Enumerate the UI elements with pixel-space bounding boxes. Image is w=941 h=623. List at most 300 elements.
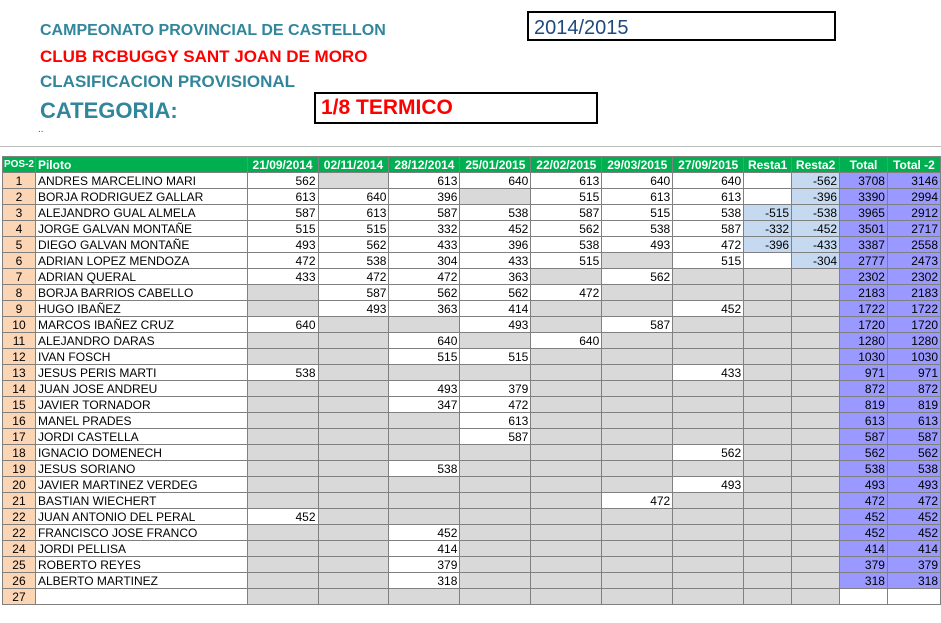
total2-cell: 379 — [887, 557, 940, 573]
total-cell: 587 — [840, 429, 888, 445]
score-cell — [318, 397, 389, 413]
pilot-name-cell: IVAN FOSCH — [35, 349, 247, 365]
column-header[interactable]: Total -2 — [887, 157, 940, 173]
score-cell: 515 — [247, 221, 318, 237]
table-row[interactable] — [3, 413, 941, 429]
score-cell: 472 — [602, 493, 673, 509]
position-cell: 1 — [3, 173, 36, 189]
score-cell — [531, 573, 602, 589]
pilot-name-cell: JAVIER TORNADOR — [35, 397, 247, 413]
score-cell: 640 — [460, 173, 531, 189]
resta1-cell: -515 — [744, 205, 792, 221]
total-cell: 1280 — [840, 333, 888, 349]
column-header[interactable]: Resta1 — [744, 157, 792, 173]
table-row[interactable] — [3, 301, 941, 317]
score-cell: 347 — [389, 397, 460, 413]
score-cell — [389, 493, 460, 509]
resta1-cell — [744, 509, 792, 525]
pilot-name-cell: MARCOS IBAÑEZ CRUZ — [35, 317, 247, 333]
score-cell: 538 — [602, 221, 673, 237]
score-cell — [247, 349, 318, 365]
score-cell: 613 — [460, 413, 531, 429]
score-cell: 562 — [460, 285, 531, 301]
column-header[interactable]: POS-2 — [3, 157, 36, 173]
position-cell: 22 — [3, 509, 36, 525]
score-cell — [460, 541, 531, 557]
total2-cell: 819 — [887, 397, 940, 413]
score-cell — [247, 493, 318, 509]
score-cell: 379 — [389, 557, 460, 573]
score-cell — [602, 445, 673, 461]
pilot-name-cell: FRANCISCO JOSE FRANCO — [35, 525, 247, 541]
score-cell: 587 — [460, 429, 531, 445]
table-row[interactable] — [3, 493, 941, 509]
score-cell: 472 — [673, 237, 744, 253]
position-cell: 2 — [3, 189, 36, 205]
resta1-cell — [744, 285, 792, 301]
score-cell — [602, 557, 673, 573]
score-cell: 562 — [673, 445, 744, 461]
position-cell: 25 — [3, 557, 36, 573]
score-cell — [247, 573, 318, 589]
position-cell: 4 — [3, 221, 36, 237]
total2-cell: 1722 — [887, 301, 940, 317]
table-row[interactable] — [3, 221, 941, 237]
total-cell: 872 — [840, 381, 888, 397]
score-cell — [673, 589, 744, 605]
score-cell — [531, 461, 602, 477]
pilot-name-cell: JAVIER MARTINEZ VERDEG — [35, 477, 247, 493]
table-row[interactable] — [3, 589, 941, 605]
pilot-name-cell: ADRIAN LOPEZ MENDOZA — [35, 253, 247, 269]
resta2-cell — [792, 413, 840, 429]
column-header[interactable]: 22/02/2015 — [531, 157, 602, 173]
resta2-cell — [792, 589, 840, 605]
score-cell — [673, 541, 744, 557]
position-cell: 12 — [3, 349, 36, 365]
score-cell: 515 — [673, 253, 744, 269]
pilot-name-cell — [35, 589, 247, 605]
total2-cell: 538 — [887, 461, 940, 477]
position-cell: 27 — [3, 589, 36, 605]
table-row[interactable] — [3, 573, 941, 589]
score-cell — [318, 173, 389, 189]
table-row[interactable] — [3, 429, 941, 445]
score-cell: 538 — [318, 253, 389, 269]
column-header[interactable]: 29/03/2015 — [602, 157, 673, 173]
score-cell — [531, 269, 602, 285]
score-cell — [318, 477, 389, 493]
position-cell: 26 — [3, 573, 36, 589]
score-cell — [602, 477, 673, 493]
resta1-cell — [744, 349, 792, 365]
score-cell: 304 — [389, 253, 460, 269]
total-cell: 3965 — [840, 205, 888, 221]
score-cell — [460, 477, 531, 493]
resta1-cell — [744, 381, 792, 397]
pilot-name-cell: JESUS SORIANO — [35, 461, 247, 477]
score-cell: 493 — [247, 237, 318, 253]
score-cell: 472 — [531, 285, 602, 301]
score-cell: 613 — [531, 173, 602, 189]
score-cell — [673, 333, 744, 349]
score-cell — [247, 541, 318, 557]
score-cell — [247, 445, 318, 461]
column-header[interactable]: 27/09/2015 — [673, 157, 744, 173]
position-cell: 14 — [3, 381, 36, 397]
table-row[interactable] — [3, 173, 941, 189]
score-cell — [531, 589, 602, 605]
position-cell: 21 — [3, 493, 36, 509]
total-cell: 1030 — [840, 349, 888, 365]
pilot-name-cell: ADRIAN QUERAL — [35, 269, 247, 285]
resta2-cell — [792, 333, 840, 349]
total2-cell: 872 — [887, 381, 940, 397]
season-box[interactable]: 2014/2015 — [527, 11, 836, 41]
table-row[interactable] — [3, 269, 941, 285]
position-cell: 8 — [3, 285, 36, 301]
column-header[interactable]: Total — [840, 157, 888, 173]
resta1-cell — [744, 589, 792, 605]
total-cell: 819 — [840, 397, 888, 413]
score-cell: 587 — [247, 205, 318, 221]
score-cell — [602, 349, 673, 365]
score-cell — [673, 557, 744, 573]
score-cell: 515 — [318, 221, 389, 237]
pilot-name-cell: ALEJANDRO GUAL ALMELA — [35, 205, 247, 221]
pilot-name-cell: BASTIAN WIECHERT — [35, 493, 247, 509]
resta1-cell — [744, 173, 792, 189]
score-cell — [318, 493, 389, 509]
table-row[interactable] — [3, 349, 941, 365]
score-cell: 452 — [460, 221, 531, 237]
score-cell — [460, 573, 531, 589]
table-row[interactable] — [3, 253, 941, 269]
resta1-cell — [744, 269, 792, 285]
resta2-cell: -562 — [792, 173, 840, 189]
score-cell — [247, 285, 318, 301]
total2-cell: 452 — [887, 509, 940, 525]
resta1-cell: -332 — [744, 221, 792, 237]
score-cell: 433 — [460, 253, 531, 269]
pilot-name-cell: JUAN ANTONIO DEL PERAL — [35, 509, 247, 525]
resta2-cell — [792, 525, 840, 541]
championship-title: CAMPEONATO PROVINCIAL DE CASTELLON — [40, 22, 386, 39]
score-cell — [602, 397, 673, 413]
score-cell — [247, 381, 318, 397]
resta1-cell — [744, 573, 792, 589]
score-cell — [602, 381, 673, 397]
score-cell — [673, 317, 744, 333]
table-row[interactable] — [3, 461, 941, 477]
resta1-cell — [744, 397, 792, 413]
position-cell: 16 — [3, 413, 36, 429]
score-cell: 515 — [389, 349, 460, 365]
score-cell: 318 — [389, 573, 460, 589]
score-cell — [602, 365, 673, 381]
pilot-name-cell: JUAN JOSE ANDREU — [35, 381, 247, 397]
score-cell — [673, 413, 744, 429]
score-cell: 493 — [389, 381, 460, 397]
total-cell: 538 — [840, 461, 888, 477]
resta1-cell — [744, 429, 792, 445]
position-cell: 19 — [3, 461, 36, 477]
score-cell — [318, 429, 389, 445]
score-cell: 613 — [318, 205, 389, 221]
total-cell: 379 — [840, 557, 888, 573]
table-row[interactable] — [3, 509, 941, 525]
position-cell: 13 — [3, 365, 36, 381]
category-value-box[interactable]: 1/8 TERMICO — [314, 92, 598, 124]
total2-cell: 493 — [887, 477, 940, 493]
table-row[interactable] — [3, 237, 941, 253]
table-row[interactable] — [3, 365, 941, 381]
score-cell — [247, 461, 318, 477]
resta1-cell — [744, 365, 792, 381]
score-cell — [318, 573, 389, 589]
score-cell — [531, 381, 602, 397]
total-cell: 452 — [840, 525, 888, 541]
score-cell — [531, 477, 602, 493]
resta2-cell — [792, 317, 840, 333]
score-cell: 433 — [247, 269, 318, 285]
score-cell — [531, 349, 602, 365]
score-cell — [602, 589, 673, 605]
column-header[interactable]: 21/09/2014 — [247, 157, 318, 173]
score-cell — [389, 317, 460, 333]
total-cell: 3387 — [840, 237, 888, 253]
resta1-cell — [744, 525, 792, 541]
total-cell: 452 — [840, 509, 888, 525]
total2-cell: 2994 — [887, 189, 940, 205]
score-cell: 640 — [673, 173, 744, 189]
score-cell: 538 — [531, 237, 602, 253]
score-cell — [531, 557, 602, 573]
pilot-name-cell: ALBERTO MARTINEZ — [35, 573, 247, 589]
column-header[interactable]: Piloto — [35, 157, 247, 173]
resta2-cell: -538 — [792, 205, 840, 221]
pilot-name-cell: ALEJANDRO DARAS — [35, 333, 247, 349]
table-row[interactable] — [3, 445, 941, 461]
score-cell — [531, 413, 602, 429]
score-cell — [602, 253, 673, 269]
score-cell: 493 — [673, 477, 744, 493]
pilot-name-cell: JORDI CASTELLA — [35, 429, 247, 445]
total2-cell: 971 — [887, 365, 940, 381]
table-row[interactable] — [3, 541, 941, 557]
score-cell — [602, 429, 673, 445]
score-cell: 363 — [389, 301, 460, 317]
score-cell — [531, 397, 602, 413]
score-cell — [531, 541, 602, 557]
table-row[interactable] — [3, 317, 941, 333]
score-cell: 640 — [602, 173, 673, 189]
score-cell: 538 — [673, 205, 744, 221]
table-row[interactable] — [3, 285, 941, 301]
total-cell: 493 — [840, 477, 888, 493]
score-cell — [247, 397, 318, 413]
score-cell — [389, 445, 460, 461]
table-header-row — [3, 157, 941, 173]
score-cell — [247, 589, 318, 605]
score-cell: 396 — [389, 189, 460, 205]
score-cell — [318, 365, 389, 381]
score-cell — [318, 557, 389, 573]
score-cell — [247, 333, 318, 349]
total2-cell: 318 — [887, 573, 940, 589]
score-cell — [389, 477, 460, 493]
resta2-cell — [792, 445, 840, 461]
resta2-cell — [792, 541, 840, 557]
score-cell — [531, 317, 602, 333]
score-cell — [247, 413, 318, 429]
resta2-cell — [792, 397, 840, 413]
total2-cell: 2717 — [887, 221, 940, 237]
score-cell: 587 — [389, 205, 460, 221]
total-cell: 472 — [840, 493, 888, 509]
pilot-name-cell: IGNACIO DOMENECH — [35, 445, 247, 461]
position-cell: 18 — [3, 445, 36, 461]
pilot-name-cell: ANDRES MARCELINO MARI — [35, 173, 247, 189]
score-cell — [389, 509, 460, 525]
resta1-cell — [744, 557, 792, 573]
total2-cell: 562 — [887, 445, 940, 461]
score-cell — [318, 333, 389, 349]
total2-cell: 2558 — [887, 237, 940, 253]
score-cell: 515 — [602, 205, 673, 221]
resta1-cell — [744, 189, 792, 205]
resta2-cell — [792, 573, 840, 589]
score-cell: 493 — [460, 317, 531, 333]
pilot-name-cell: DIEGO GALVAN MONTAÑE — [35, 237, 247, 253]
score-cell — [602, 573, 673, 589]
position-cell: 11 — [3, 333, 36, 349]
score-cell — [602, 285, 673, 301]
score-cell — [531, 365, 602, 381]
score-cell: 515 — [531, 189, 602, 205]
score-cell: 472 — [318, 269, 389, 285]
score-cell: 562 — [602, 269, 673, 285]
total2-cell — [887, 589, 940, 605]
total2-cell: 1280 — [887, 333, 940, 349]
score-cell: 472 — [460, 397, 531, 413]
score-cell — [460, 509, 531, 525]
column-header[interactable]: 25/01/2015 — [460, 157, 531, 173]
score-cell — [389, 365, 460, 381]
total2-cell: 587 — [887, 429, 940, 445]
resta2-cell — [792, 461, 840, 477]
score-cell — [318, 349, 389, 365]
score-cell: 640 — [247, 317, 318, 333]
total2-cell: 472 — [887, 493, 940, 509]
total-cell: 2302 — [840, 269, 888, 285]
column-header[interactable]: 28/12/2014 — [389, 157, 460, 173]
score-cell — [673, 573, 744, 589]
score-cell: 433 — [389, 237, 460, 253]
position-cell: 20 — [3, 477, 36, 493]
score-cell: 452 — [247, 509, 318, 525]
score-cell — [673, 285, 744, 301]
score-cell — [673, 269, 744, 285]
score-cell — [602, 509, 673, 525]
score-cell — [460, 557, 531, 573]
table-row[interactable] — [3, 189, 941, 205]
score-cell: 515 — [460, 349, 531, 365]
resta2-cell: -396 — [792, 189, 840, 205]
score-cell — [602, 525, 673, 541]
score-cell — [531, 493, 602, 509]
pilot-name-cell: MANEL PRADES — [35, 413, 247, 429]
score-cell — [460, 493, 531, 509]
resta2-cell — [792, 509, 840, 525]
resta1-cell: -396 — [744, 237, 792, 253]
position-cell: 22 — [3, 525, 36, 541]
table-row[interactable] — [3, 205, 941, 221]
table-row[interactable] — [3, 525, 941, 541]
pilot-name-cell: JORDI PELLISA — [35, 541, 247, 557]
resta1-cell — [744, 493, 792, 509]
resta1-cell — [744, 317, 792, 333]
position-cell: 10 — [3, 317, 36, 333]
score-cell — [673, 493, 744, 509]
score-cell — [602, 413, 673, 429]
resta1-cell — [744, 445, 792, 461]
table-row[interactable] — [3, 477, 941, 493]
table-row[interactable] — [3, 397, 941, 413]
position-cell: 6 — [3, 253, 36, 269]
resta1-cell — [744, 413, 792, 429]
resta2-cell: -452 — [792, 221, 840, 237]
position-cell: 15 — [3, 397, 36, 413]
total-cell: 3501 — [840, 221, 888, 237]
table-row[interactable] — [3, 333, 941, 349]
column-header[interactable]: 02/11/2014 — [318, 157, 389, 173]
resta2-cell — [792, 477, 840, 493]
position-cell: 7 — [3, 269, 36, 285]
score-cell — [531, 525, 602, 541]
total2-cell: 2473 — [887, 253, 940, 269]
score-cell: 562 — [247, 173, 318, 189]
total2-cell: 2912 — [887, 205, 940, 221]
resta1-cell — [744, 461, 792, 477]
column-header[interactable]: Resta2 — [792, 157, 840, 173]
score-cell: 414 — [389, 541, 460, 557]
score-cell — [318, 461, 389, 477]
score-cell — [602, 541, 673, 557]
score-cell — [460, 461, 531, 477]
score-cell — [247, 429, 318, 445]
table-body — [3, 173, 941, 605]
total-cell: 1722 — [840, 301, 888, 317]
score-cell: 538 — [389, 461, 460, 477]
classification-title: CLASIFICACION PROVISIONAL — [40, 72, 296, 91]
score-cell — [318, 445, 389, 461]
score-cell: 587 — [673, 221, 744, 237]
table-row[interactable] — [3, 381, 941, 397]
score-cell — [673, 429, 744, 445]
total2-cell: 3146 — [887, 173, 940, 189]
score-cell: 587 — [531, 205, 602, 221]
total-cell: 562 — [840, 445, 888, 461]
score-cell: 363 — [460, 269, 531, 285]
score-cell — [318, 589, 389, 605]
resta2-cell — [792, 381, 840, 397]
score-cell — [247, 525, 318, 541]
classification-table — [2, 156, 941, 605]
total-cell: 2183 — [840, 285, 888, 301]
table-row[interactable] — [3, 557, 941, 573]
score-cell: 613 — [602, 189, 673, 205]
